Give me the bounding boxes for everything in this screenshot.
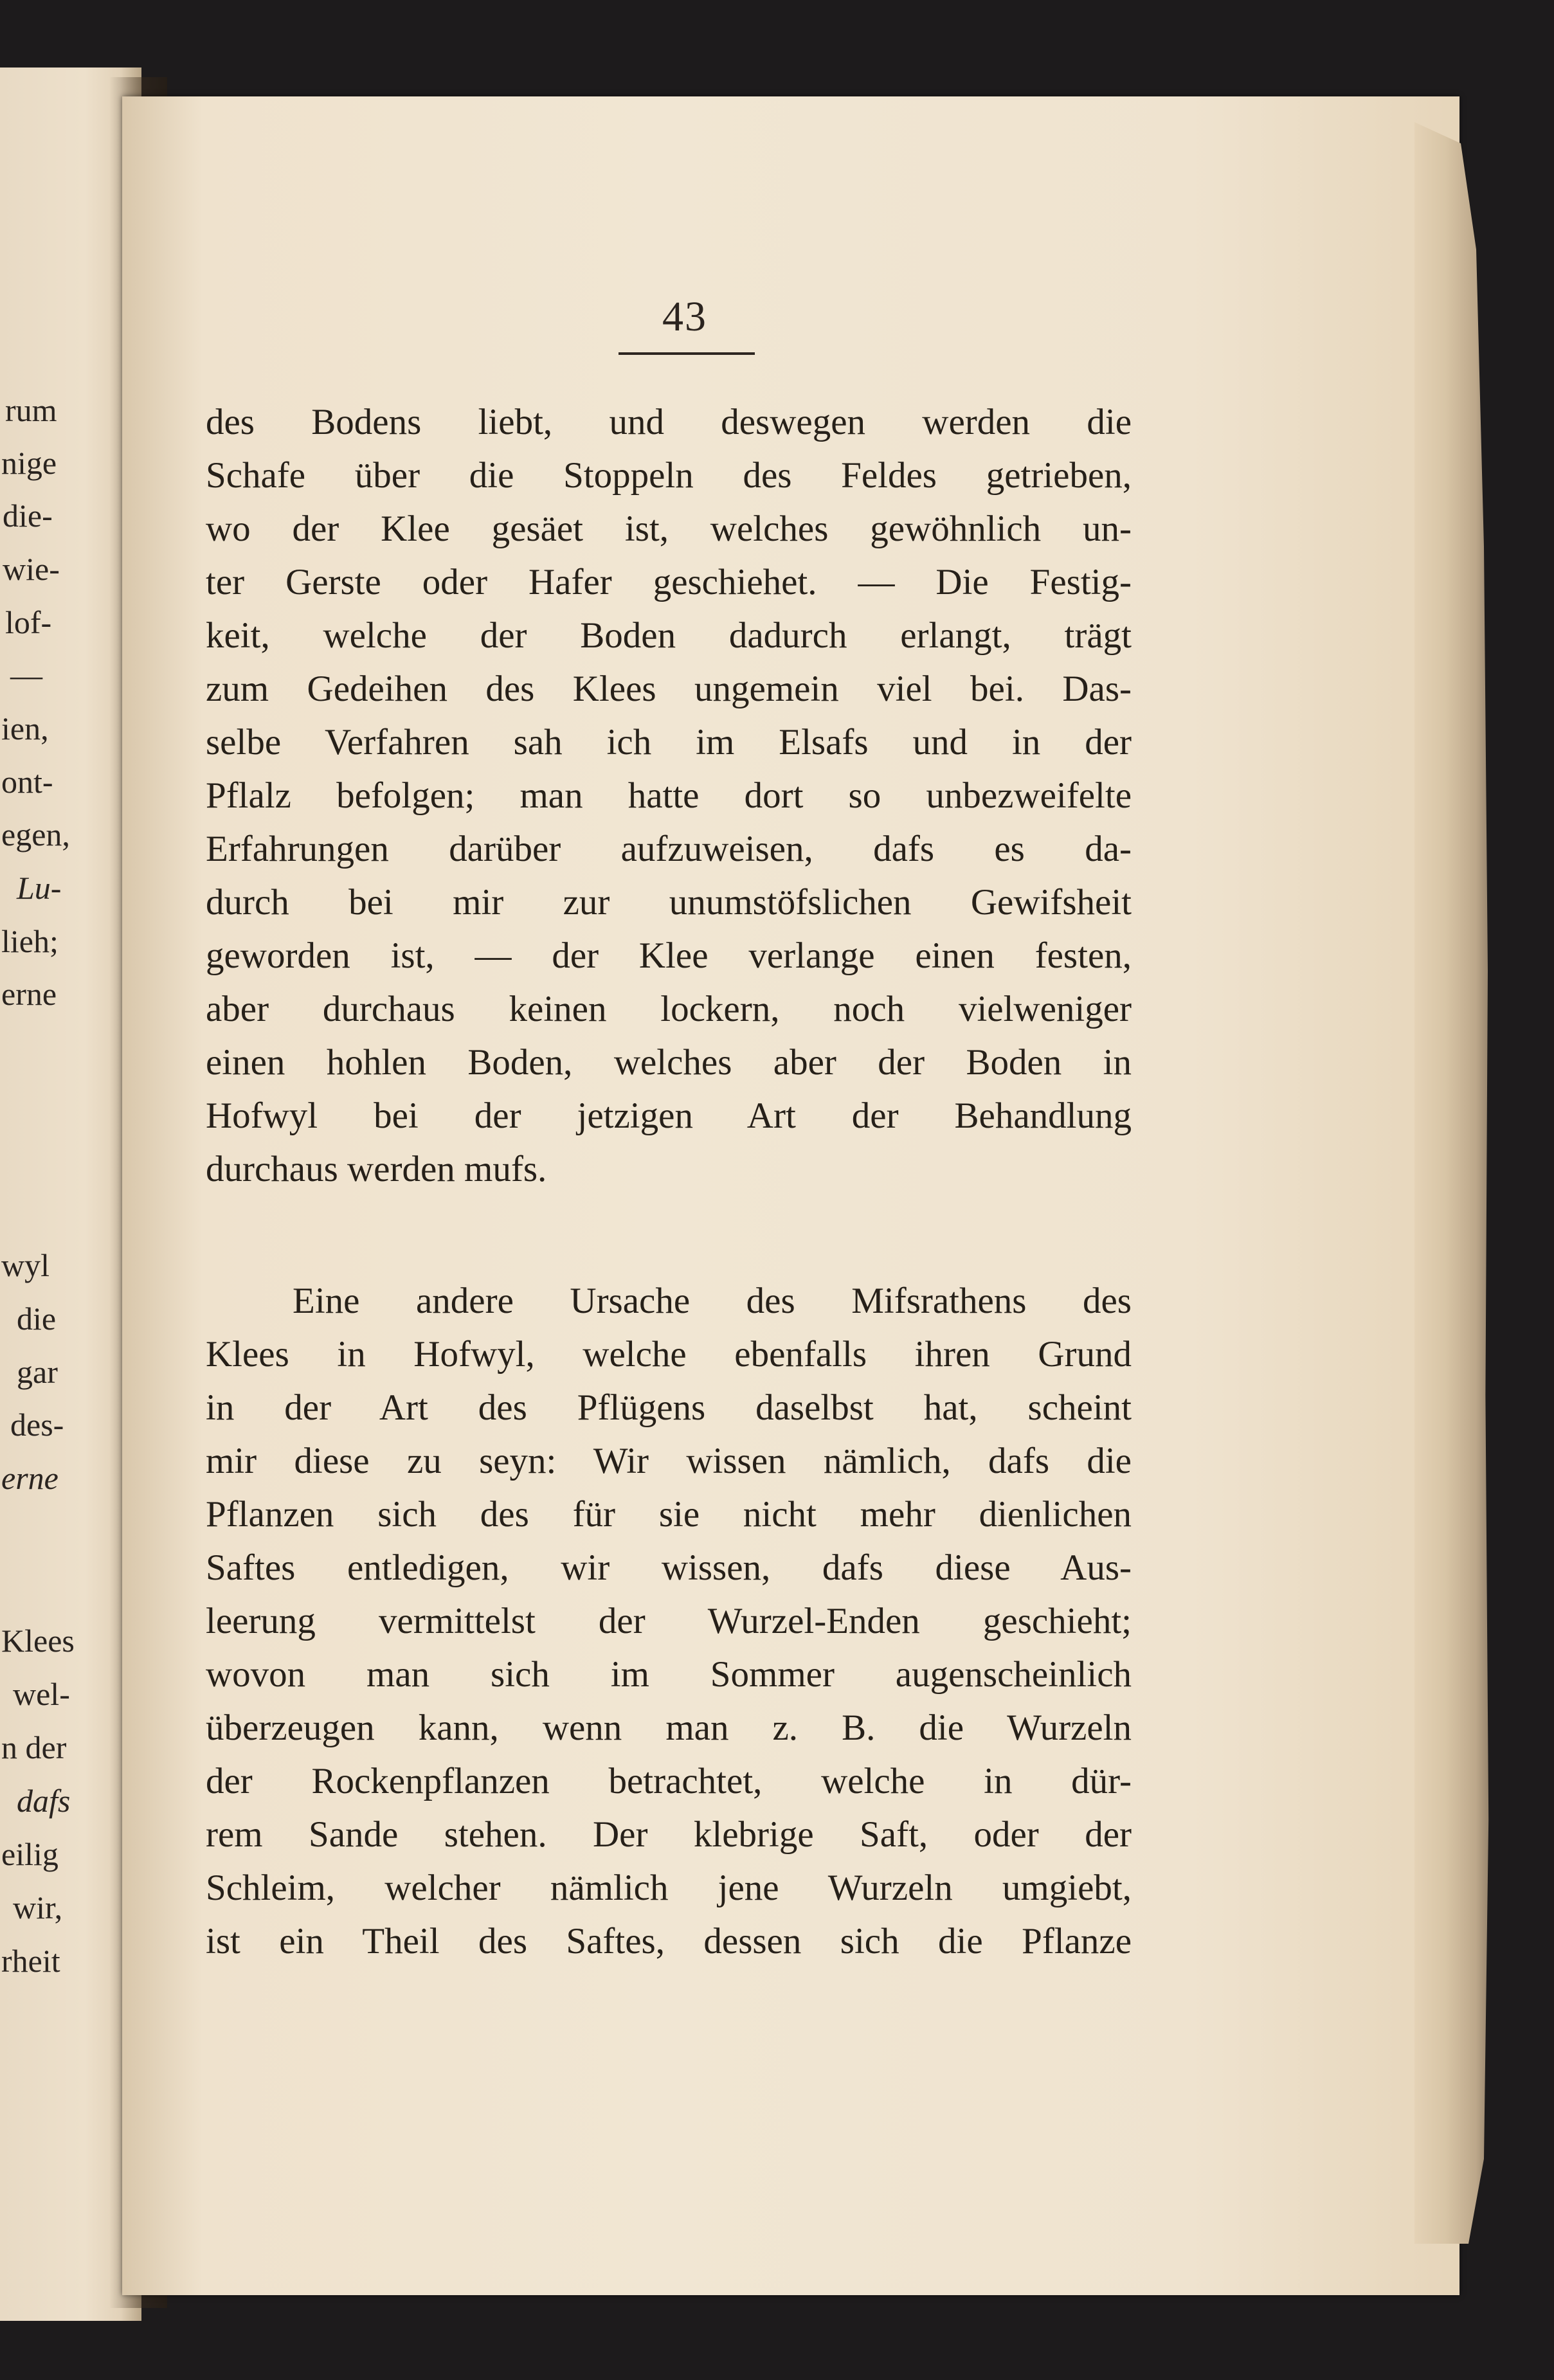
text-line: überzeugen kann, wenn man z. B. die Wurzeln bbox=[206, 1708, 1132, 1748]
text-line: mir diese zu seyn: Wir wissen nämlich, dafs die bbox=[206, 1441, 1132, 1481]
left-fragment: dafs bbox=[17, 1783, 71, 1819]
text-line: Erfahrungen darüber aufzuweisen, dafs es da- bbox=[206, 829, 1132, 869]
left-fragment: rheit bbox=[1, 1943, 60, 1979]
text-line: leerung vermittelst der Wurzel-Enden geschieht; bbox=[206, 1601, 1132, 1641]
left-fragment: eilig bbox=[1, 1836, 59, 1872]
left-fragment: lieh; bbox=[1, 923, 59, 959]
text-line: ist ein Theil des Saftes, dessen sich die Pflanze bbox=[206, 1921, 1132, 1961]
left-fragment: wir, bbox=[13, 1889, 63, 1925]
left-fragment: Lu- bbox=[17, 870, 62, 906]
text-line: wo der Klee gesäet ist, welches gewöhnlich un- bbox=[206, 509, 1132, 549]
left-fragment: des- bbox=[10, 1407, 64, 1443]
text-line: wovon man sich im Sommer augenscheinlich bbox=[206, 1654, 1132, 1695]
text-line: der Rockenpflanzen betrachtet, welche in dür- bbox=[206, 1761, 1132, 1801]
page-number: 43 bbox=[662, 293, 707, 340]
left-fragment: n der bbox=[1, 1729, 67, 1765]
text-line: Schafe über die Stoppeln des Feldes getrieben, bbox=[206, 455, 1132, 496]
text-line: des Bodens liebt, und deswegen werden die bbox=[206, 402, 1132, 442]
text-line: rem Sande stehen. Der klebrige Saft, oder der bbox=[206, 1814, 1132, 1855]
page-edge bbox=[1414, 122, 1492, 2244]
text-line: ter Gerste oder Hafer geschiehet. — Die Festig- bbox=[206, 562, 1132, 602]
page-number-rule bbox=[619, 352, 755, 355]
text-line: in der Art des Pflügens daselbst hat, scheint bbox=[206, 1387, 1132, 1428]
left-fragment: Klees bbox=[1, 1623, 75, 1659]
text-line: zum Gedeihen des Klees ungemein viel bei. Das- bbox=[206, 669, 1132, 709]
text-line: aber durchaus keinen lockern, noch vielweniger bbox=[206, 989, 1132, 1029]
left-fragment: ien, bbox=[1, 710, 49, 746]
left-fragment: erne bbox=[1, 976, 57, 1012]
text-line: Schleim, welcher nämlich jene Wurzeln umgiebt, bbox=[206, 1868, 1132, 1908]
text-line: Eine andere Ursache des Mifsrathens des bbox=[293, 1281, 1132, 1321]
left-fragment: ont- bbox=[1, 764, 53, 800]
text-line: keit, welche der Boden dadurch erlangt, trägt bbox=[206, 615, 1132, 656]
text-line: Pflalz befolgen; man hatte dort so unbezweifelte bbox=[206, 775, 1132, 816]
left-fragment: nige bbox=[1, 445, 57, 481]
left-fragment: die- bbox=[3, 498, 53, 534]
left-fragment: egen, bbox=[1, 816, 70, 852]
text-line: Saftes entledigen, wir wissen, dafs diese Aus- bbox=[206, 1547, 1132, 1588]
left-fragment: wie- bbox=[3, 551, 60, 587]
left-fragment: gar bbox=[17, 1354, 58, 1390]
text-line: durch bei mir zur unumstöfslichen Gewifsheit bbox=[206, 882, 1132, 923]
left-fragment: erne bbox=[1, 1460, 59, 1496]
left-fragment: wyl bbox=[1, 1247, 50, 1283]
text-line: geworden ist, — der Klee verlange einen festen, bbox=[206, 935, 1132, 976]
text-line: Klees in Hofwyl, welche ebenfalls ihren Grund bbox=[206, 1334, 1132, 1375]
text-line: Pflanzen sich des für sie nicht mehr dienlichen bbox=[206, 1494, 1132, 1535]
left-fragment: — bbox=[10, 657, 42, 693]
left-fragment: rum bbox=[5, 392, 57, 428]
text-line: selbe Verfahren sah ich im Elsafs und in der bbox=[206, 722, 1132, 762]
text-line: Hofwyl bei der jetzigen Art der Behandlung bbox=[206, 1095, 1132, 1136]
text-line: einen hohlen Boden, welches aber der Boden in bbox=[206, 1042, 1132, 1083]
left-fragment: lof- bbox=[5, 604, 52, 640]
left-fragment: die bbox=[17, 1301, 57, 1337]
text-line: durchaus werden mufs. bbox=[206, 1149, 547, 1189]
left-fragment: wel- bbox=[13, 1676, 70, 1712]
